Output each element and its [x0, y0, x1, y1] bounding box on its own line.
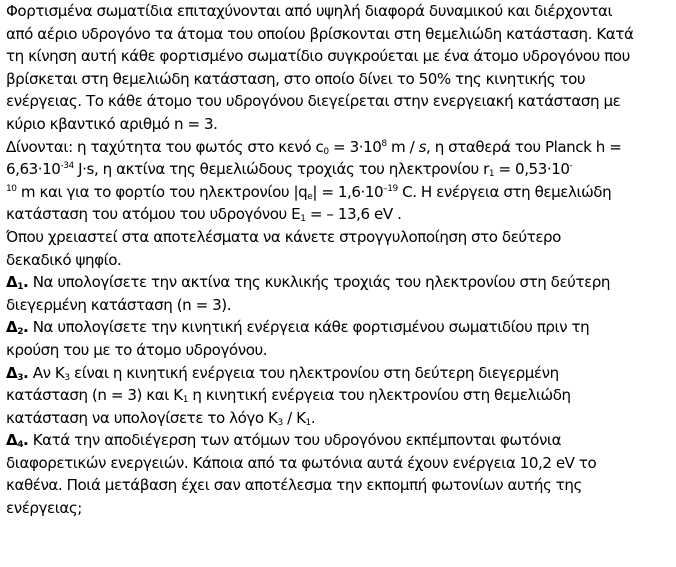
intro-line-3: τη κίνηση αυτή κάθε φορτισμένο σωματίδιο συγκρούεται με ένα άτομο υδρογόνου που	[6, 47, 630, 66]
given-line-1	[6, 136, 674, 159]
given-text: = – 13,6 eV .	[305, 205, 402, 224]
question-text: Κατά την αποδιέγερση των ατόμων του υδρογόνου εκπέμπονται φωτόνια	[28, 431, 562, 450]
question-label	[6, 431, 28, 449]
subscript: 1	[488, 169, 495, 180]
question-label	[6, 364, 28, 382]
given-text: m /	[386, 137, 419, 156]
question-letter: Δ	[6, 431, 18, 450]
question-label	[6, 318, 28, 336]
given-text: = 3·10	[328, 137, 382, 156]
given-line-3	[6, 181, 674, 204]
question-dot: .	[23, 318, 29, 337]
given-text: J·s, η ακτίνα της θεμελιώδους τροχιάς του ηλεκτρονίου r	[73, 160, 489, 179]
superscript: -	[569, 161, 573, 172]
intro-line-4: βρίσκεται στη θεμελιώδη κατάσταση, στο οποίο δίνει το 50% της κινητικής του	[6, 69, 586, 88]
question-text: Αν K	[28, 363, 65, 382]
superscript: -34	[60, 161, 74, 172]
question-dot: .	[23, 363, 29, 382]
given-text: m και για το φορτίο του ηλεκτρονίου |q	[16, 182, 308, 201]
question-letter: Δ	[6, 273, 18, 292]
given-text: 6,63·10	[6, 160, 61, 179]
question-text: κατάσταση (n = 3) και K	[6, 386, 183, 405]
rounding-line-2: δεκαδικό ψηφίο.	[6, 250, 122, 269]
subscript: 1	[300, 214, 306, 225]
question-text: η κινητική ενέργεια του ηλεκτρονίου στη θεμελιώδη	[187, 386, 571, 405]
question-text: είναι η κινητική ενέργεια του ηλεκτρονίου στη δεύτερη διεγερμένη	[69, 363, 559, 382]
question-d3-line-3	[6, 407, 674, 430]
question-text: Να υπολογίσετε την κινητική ενέργεια κάθε φορτισμένου σωματιδίου πριν τη	[28, 318, 590, 337]
question-d4-line-3: καθένα. Ποιά μετάβαση έχει σαν αποτέλεσμα την εκπομπή φωτονίων αυτής της	[6, 476, 582, 495]
subscript: 3	[64, 372, 70, 383]
given-text: | = 1,6·10	[312, 182, 384, 201]
rounding-line-1: Όπου χρειαστεί στα αποτελέσματα να κάνετε στρογγυλοποίηση στο δεύτερο	[6, 227, 561, 246]
question-text: Να υπολογίσετε την ακτίνα της κυκλικής τροχιάς του ηλεκτρονίου στη δεύτερη	[28, 273, 611, 292]
question-d2-line-2: κρούση του με το άτομο υδρογόνου.	[6, 340, 268, 359]
subscript: e	[307, 191, 313, 202]
question-text: κατάσταση να υπολογίσετε το λόγο K	[6, 408, 278, 427]
intro-line-1: Φορτισμένα σωματίδια επιταχύνονται από υψηλή διαφορά δυναμικού και διέρχονται	[6, 2, 613, 20]
question-d1	[6, 271, 674, 316]
question-number: 4	[17, 440, 24, 451]
question-number: 1	[17, 282, 24, 293]
given-line-4	[6, 203, 674, 226]
intro-paragraph	[6, 0, 674, 136]
problem-document	[6, 0, 674, 520]
given-line-2	[6, 158, 674, 181]
subscript: 1	[305, 417, 311, 428]
given-text: κατάσταση του ατόμου του υδρογόνου E	[6, 205, 301, 224]
question-d1-line-2: διεγερμένη κατάσταση (n = 3).	[6, 295, 232, 314]
intro-line-5: ενέργειας. Το κάθε άτομο του υδρογόνου διεγείρεται στην ενεργειακή κατάσταση με	[6, 92, 621, 111]
question-d2	[6, 316, 674, 361]
given-constants	[6, 136, 674, 226]
superscript: 8	[381, 138, 387, 149]
rounding-note	[6, 226, 674, 271]
question-dot: .	[23, 273, 29, 292]
question-d3-line-2	[6, 384, 674, 407]
question-d1-line-1	[6, 271, 674, 294]
question-dot: .	[23, 431, 29, 450]
question-letter: Δ	[6, 318, 18, 337]
question-d4-line-2: διαφορετικών ενεργειών. Κάποια από τα φωτόνια αυτά έχουν ενέργεια 10,2 eV το	[6, 453, 597, 472]
question-d2-line-1	[6, 316, 674, 339]
given-text: Δίνονται: η ταχύτητα του φωτός στο κενό c	[6, 137, 324, 156]
question-text: .	[310, 408, 316, 427]
question-label	[6, 273, 28, 291]
subscript: 3	[277, 417, 283, 428]
question-text: / K	[282, 408, 306, 427]
question-letter: Δ	[6, 363, 18, 382]
intro-line-6: κύριο κβαντικό αριθμό n = 3.	[6, 114, 218, 133]
question-number: 3	[17, 372, 24, 383]
subscript: 1	[182, 395, 188, 406]
intro-line-2: από αέριο υδρογόνο τα άτομα του οποίου βρίσκονται στη θεμελιώδη κατάσταση. Κατά	[6, 24, 634, 43]
superscript: –19	[383, 183, 398, 194]
question-number: 2	[17, 327, 24, 338]
given-text: s	[418, 137, 427, 156]
question-d3	[6, 362, 674, 430]
question-d4-line-1	[6, 429, 674, 452]
question-d4	[6, 429, 674, 519]
subscript: 0	[323, 146, 329, 157]
given-text: = 0,53·10	[494, 160, 570, 179]
superscript: 10	[6, 183, 17, 194]
question-d3-line-1	[6, 362, 674, 385]
given-text: , η σταθερά του Planck h =	[426, 137, 622, 156]
given-text: C. Η ενέργεια στη θεμελιώδη	[397, 182, 612, 201]
question-d4-line-4: ενέργειας;	[6, 499, 82, 518]
